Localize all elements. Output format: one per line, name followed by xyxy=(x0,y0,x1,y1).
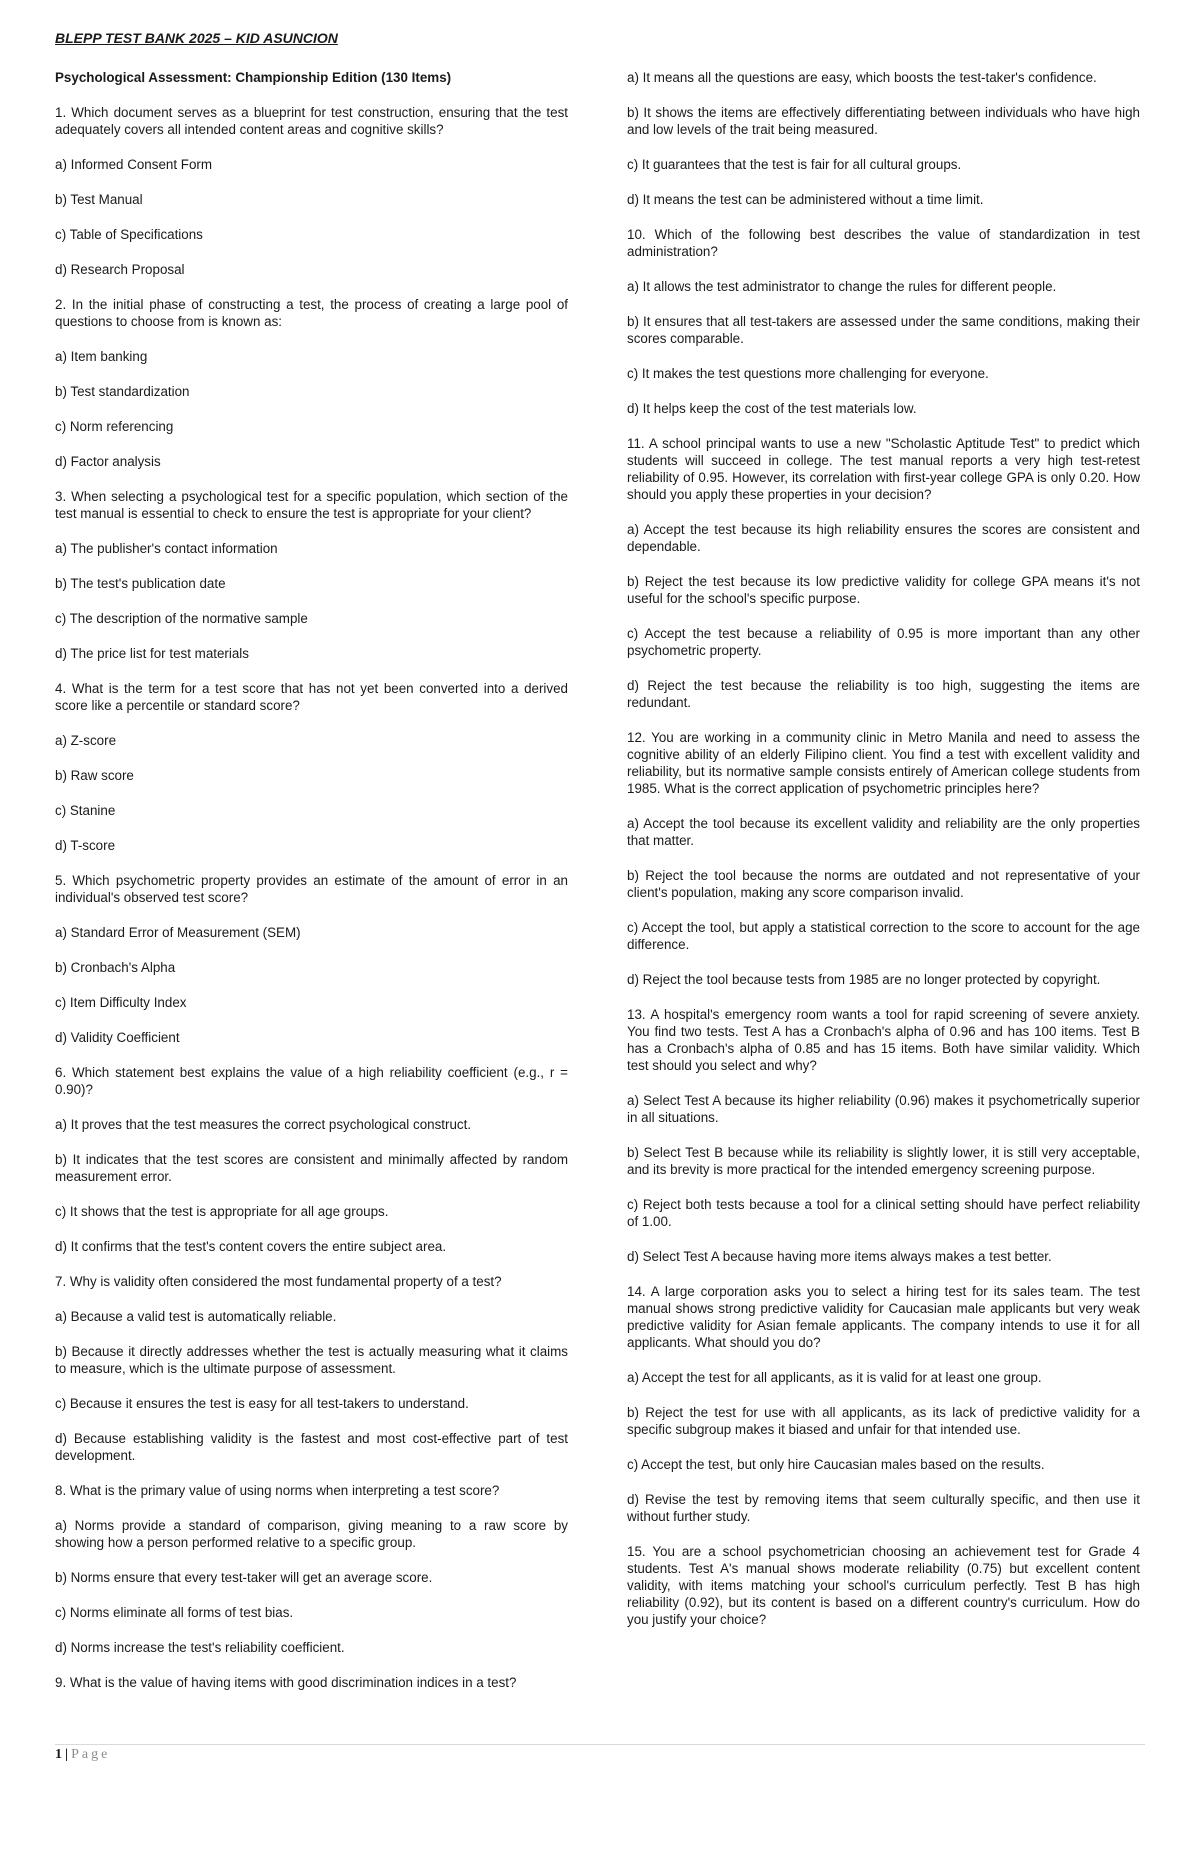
question-text: 8. What is the primary value of using norms when interpreting a test score? xyxy=(55,1483,500,1498)
answer-option: c) Stanine xyxy=(55,803,116,818)
page-number: 1 xyxy=(55,1747,62,1762)
answer-option: d) T-score xyxy=(55,838,116,853)
answer-option: c) Accept the test because a reliability of 0.95 is more important than any other psychometric property. xyxy=(627,626,1140,658)
answer-option: d) Revise the test by removing items that seem culturally specific, and then use it without further study. xyxy=(627,1492,1140,1524)
left-column xyxy=(55,69,568,1709)
answer-option: b) Because it directly addresses whether the test is actually measuring what it claims to measure, which is the ultimate purpose of assessment. xyxy=(55,1344,568,1376)
question-text: 2. In the initial phase of constructing a test, the process of creating a large pool of questions to choose from is known as: xyxy=(55,297,568,329)
question-text: 4. What is the term for a test score that has not yet been converted into a derived score like a percentile or standard score? xyxy=(55,681,568,713)
page-footer xyxy=(55,1747,110,1763)
answer-option: a) Accept the test because its high reliability ensures the scores are consistent and dependable. xyxy=(627,522,1140,554)
answer-option: a) Because a valid test is automatically reliable. xyxy=(55,1309,337,1324)
question-text: 13. A hospital's emergency room wants a tool for rapid screening of severe anxiety. You find two tests. Test A has a Cronbach's alpha of 0.96 and has 100 items. Test B has a Cronbach's alpha of 0.85 and has 15 items. Both have similar validity. Which test should you select and why? xyxy=(627,1007,1140,1073)
answer-option: a) Norms provide a standard of comparison, giving meaning to a raw score by showing how a person performed relative to a specific group. xyxy=(55,1518,568,1550)
answer-option: c) It makes the test questions more challenging for everyone. xyxy=(627,366,989,381)
question-text: 14. A large corporation asks you to select a hiring test for its sales team. The test manual shows strong predictive validity for Caucasian male applicants but very weak predictive validity for Asian female applicants. The company intends to use it for all applicants. What should you do? xyxy=(627,1284,1140,1350)
answer-option: d) It helps keep the cost of the test materials low. xyxy=(627,401,917,416)
answer-option: c) Because it ensures the test is easy for all test-takers to understand. xyxy=(55,1396,469,1411)
answer-option: d) Factor analysis xyxy=(55,454,161,469)
answer-option: d) Select Test A because having more items always makes a test better. xyxy=(627,1249,1052,1264)
answer-option: d) Reject the test because the reliability is too high, suggesting the items are redundant. xyxy=(627,678,1140,710)
question-text: 9. What is the value of having items with good discrimination indices in a test? xyxy=(55,1675,517,1690)
answer-option: c) It shows that the test is appropriate for all age groups. xyxy=(55,1204,389,1219)
answer-option: a) It allows the test administrator to change the rules for different people. xyxy=(627,279,1057,294)
question-text: 6. Which statement best explains the value of a high reliability coefficient (e.g., r = 0.90)? xyxy=(55,1065,568,1097)
question-text: 7. Why is validity often considered the most fundamental property of a test? xyxy=(55,1274,502,1289)
answer-option: c) Item Difficulty Index xyxy=(55,995,187,1010)
answer-option: b) It ensures that all test-takers are assessed under the same conditions, making their scores comparable. xyxy=(627,314,1140,346)
answer-option: b) It indicates that the test scores are consistent and minimally affected by random measurement error. xyxy=(55,1152,568,1184)
answer-option: b) Reject the test because its low predictive validity for college GPA means it's not useful for the school's specific purpose. xyxy=(627,574,1140,606)
answer-option: b) Test standardization xyxy=(55,384,190,399)
question-text: 11. A school principal wants to use a new "Scholastic Aptitude Test" to predict which students will succeed in college. The test manual reports a very high test-retest reliability of 0.95. However, its correlation with first-year college GPA is only 0.20. How should you apply these properties in your decision? xyxy=(627,436,1140,502)
document-header: BLEPP TEST BANK 2025 – KID ASUNCION xyxy=(55,30,338,46)
answer-option: d) Validity Coefficient xyxy=(55,1030,180,1045)
answer-option: b) Reject the test for use with all applicants, as its lack of predictive validity for a specific subgroup makes it biased and unfair for that intended use. xyxy=(627,1405,1140,1437)
answer-option: d) Reject the tool because tests from 1985 are no longer protected by copyright. xyxy=(627,972,1101,987)
answer-option: a) The publisher's contact information xyxy=(55,541,278,556)
answer-option: b) Test Manual xyxy=(55,192,143,207)
answer-option: b) It shows the items are effectively differentiating between individuals who have high and low levels of the trait being measured. xyxy=(627,105,1140,137)
answer-option: c) Reject both tests because a tool for a clinical setting should have perfect reliability of 1.00. xyxy=(627,1197,1140,1229)
answer-option: c) Accept the test, but only hire Caucasian males based on the results. xyxy=(627,1457,1045,1472)
section-title: Psychological Assessment: Championship Edition (130 Items) xyxy=(55,70,452,85)
question-text: 1. Which document serves as a blueprint for test construction, ensuring that the test adequately covers all intended content areas and cognitive skills? xyxy=(55,105,568,137)
answer-option: a) Select Test A because its higher reliability (0.96) makes it psychometrically superior in all situations. xyxy=(627,1093,1140,1125)
answer-option: c) Accept the tool, but apply a statistical correction to the score to account for the age difference. xyxy=(627,920,1140,952)
answer-option: c) The description of the normative sample xyxy=(55,611,308,626)
answer-option: c) Norms eliminate all forms of test bias. xyxy=(55,1605,294,1620)
right-column xyxy=(627,69,1140,1646)
question-text: 3. When selecting a psychological test for a specific population, which section of the test manual is essential to check to ensure the test is appropriate for your client? xyxy=(55,489,568,521)
page-label: Page xyxy=(71,1747,111,1762)
answer-option: b) Raw score xyxy=(55,768,134,783)
answer-option: c) Table of Specifications xyxy=(55,227,203,242)
answer-option: d) The price list for test materials xyxy=(55,646,249,661)
answer-option: b) The test's publication date xyxy=(55,576,226,591)
answer-option: a) It means all the questions are easy, which boosts the test-taker's confidence. xyxy=(627,70,1097,85)
answer-option: d) Research Proposal xyxy=(55,262,185,277)
answer-option: c) Norm referencing xyxy=(55,419,174,434)
answer-option: a) Standard Error of Measurement (SEM) xyxy=(55,925,301,940)
question-text: 15. You are a school psychometrician choosing an achievement test for Grade 4 students. Test A's manual shows moderate reliability (0.75) but excellent content validity, with items matching your school's curriculum perfectly. Test B has high reliability (0.92), but its content is based on a different country's curriculum. How do you justify your choice? xyxy=(627,1544,1140,1627)
answer-option: a) Accept the tool because its excellent validity and reliability are the only properties that matter. xyxy=(627,816,1140,848)
answer-option: a) Accept the test for all applicants, as it is valid for at least one group. xyxy=(627,1370,1042,1385)
answer-option: c) It guarantees that the test is fair for all cultural groups. xyxy=(627,157,962,172)
answer-option: b) Norms ensure that every test-taker will get an average score. xyxy=(55,1570,433,1585)
question-text: 5. Which psychometric property provides an estimate of the amount of error in an individual's observed test score? xyxy=(55,873,568,905)
question-text: 10. Which of the following best describes the value of standardization in test administration? xyxy=(627,227,1140,259)
answer-option: b) Reject the tool because the norms are outdated and not representative of your client's population, making any score comparison invalid. xyxy=(627,868,1140,900)
page-separator: | xyxy=(65,1747,69,1762)
answer-option: a) Informed Consent Form xyxy=(55,157,213,172)
answer-option: b) Cronbach's Alpha xyxy=(55,960,176,975)
answer-option: a) Z-score xyxy=(55,733,117,748)
question-text: 12. You are working in a community clinic in Metro Manila and need to assess the cognitive ability of an elderly Filipino client. You find a test with excellent validity and reliability, but its normative sample consists entirely of American college students from 1985. What is the correct application of psychometric principles here? xyxy=(627,730,1140,796)
answer-option: a) It proves that the test measures the correct psychological construct. xyxy=(55,1117,472,1132)
answer-option: d) Because establishing validity is the fastest and most cost-effective part of test development. xyxy=(55,1431,568,1463)
answer-option: d) It confirms that the test's content covers the entire subject area. xyxy=(55,1239,447,1254)
answer-option: b) Select Test B because while its reliability is slightly lower, it is still very acceptable, and its brevity is more practical for the intended emergency screening purpose. xyxy=(627,1145,1140,1177)
footer-divider xyxy=(55,1744,1145,1745)
answer-option: a) Item banking xyxy=(55,349,148,364)
answer-option: d) It means the test can be administered without a time limit. xyxy=(627,192,984,207)
answer-option: d) Norms increase the test's reliability coefficient. xyxy=(55,1640,345,1655)
